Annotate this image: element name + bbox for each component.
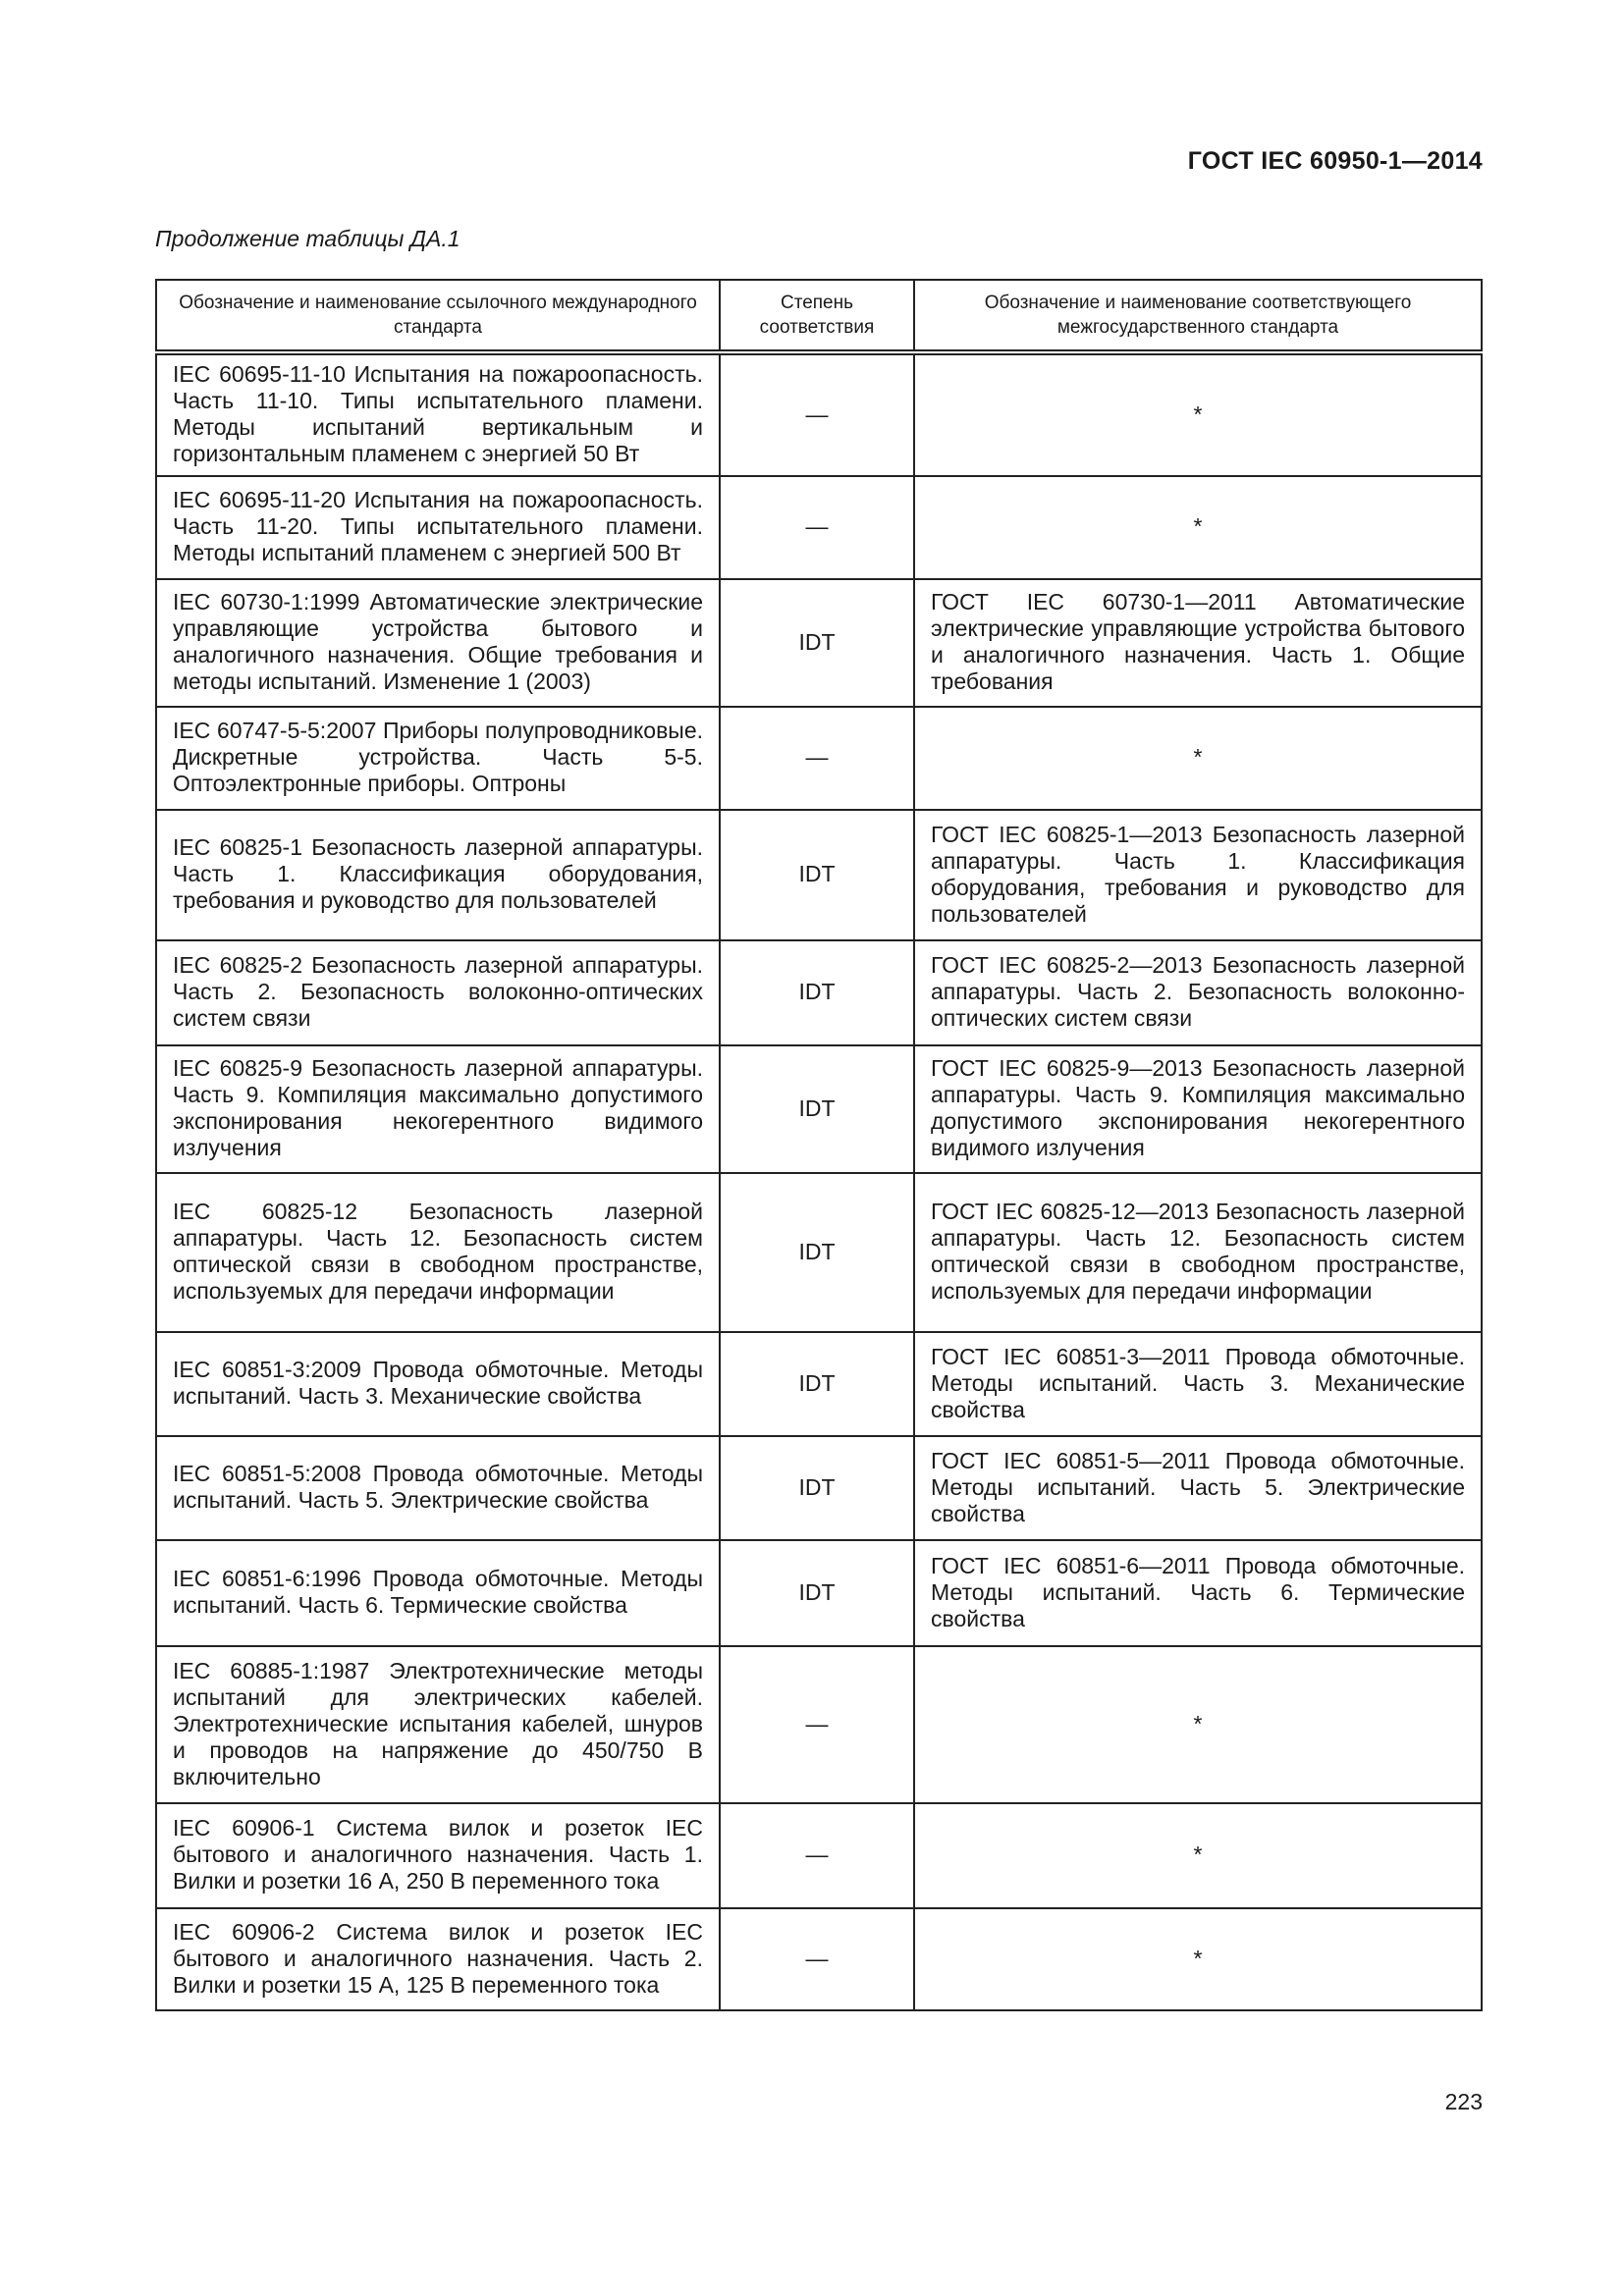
header-degree-of-compliance: Степень соответствия: [720, 280, 914, 352]
international-standard-cell: IEC 60825-2 Безопасность лазерной аппаратуры. Часть 2. Безопасность волоконно-оптических систем связи: [156, 940, 720, 1045]
interstate-standard-cell: *: [914, 1908, 1482, 2010]
table-row: [156, 1332, 1482, 1436]
international-standard-cell: IEC 60747-5-5:2007 Приборы полупроводниковые. Дискретные устройства. Часть 5-5. Оптоэлектронные приборы. Оптроны: [156, 707, 720, 810]
degree-cell: —: [720, 352, 914, 476]
international-standard-cell: IEC 60906-2 Система вилок и розеток IEC бытового и аналогичного назначения. Часть 2. Вилки и розетки 15 А, 125 В переменного тока: [156, 1908, 720, 2010]
international-standard-cell: IEC 60825-9 Безопасность лазерной аппаратуры. Часть 9. Компиляция максимально допустимого экспонирования некогерентного видимого излучения: [156, 1045, 720, 1173]
interstate-standard-cell: *: [914, 1803, 1482, 1908]
degree-cell: —: [720, 476, 914, 579]
interstate-standard-cell: ГОСТ IEC 60851-3—2011 Провода обмоточные. Методы испытаний. Часть 3. Механические свойства: [914, 1332, 1482, 1436]
international-standard-cell: IEC 60730-1:1999 Автоматические электрические управляющие устройства бытового и аналогичного назначения. Общие требования и методы испытаний. Изменение 1 (2003): [156, 579, 720, 707]
interstate-standard-cell: ГОСТ IEC 60825-1—2013 Безопасность лазерной аппаратуры. Часть 1. Классификация оборудования, требования и руководство для пользователей: [914, 810, 1482, 940]
international-standard-cell: IEC 60885-1:1987 Электротехнические методы испытаний для электрических кабелей. Электротехнические испытания кабелей, шнуров и проводов на напряжение до 450/750 В включительно: [156, 1646, 720, 1803]
degree-cell: —: [720, 1646, 914, 1803]
standards-table: [155, 279, 1483, 2011]
degree-cell: IDT: [720, 579, 914, 707]
degree-cell: —: [720, 707, 914, 810]
international-standard-cell: IEC 60851-5:2008 Провода обмоточные. Методы испытаний. Часть 5. Электрические свойства: [156, 1436, 720, 1540]
table-row: [156, 1646, 1482, 1803]
interstate-standard-cell: *: [914, 476, 1482, 579]
header-interstate-standard: Обозначение и наименование соответствующего межгосударственного стандарта: [914, 280, 1482, 352]
page-number: 223: [1444, 2089, 1483, 2114]
table-row: [156, 352, 1482, 476]
international-standard-cell: IEC 60825-1 Безопасность лазерной аппаратуры. Часть 1. Классификация оборудования, требования и руководство для пользователей: [156, 810, 720, 940]
degree-cell: IDT: [720, 1436, 914, 1540]
interstate-standard-cell: *: [914, 352, 1482, 476]
table-row: [156, 1540, 1482, 1646]
table-row: [156, 707, 1482, 810]
interstate-standard-cell: *: [914, 1646, 1482, 1803]
header-international-standard: Обозначение и наименование ссылочного международного стандарта: [156, 280, 720, 352]
interstate-standard-cell: ГОСТ IEC 60825-2—2013 Безопасность лазерной аппаратуры. Часть 2. Безопасность волоконно-оптических систем связи: [914, 940, 1482, 1045]
degree-cell: —: [720, 1908, 914, 2010]
degree-cell: IDT: [720, 1332, 914, 1436]
degree-cell: IDT: [720, 1173, 914, 1332]
interstate-standard-cell: ГОСТ IEC 60825-12—2013 Безопасность лазерной аппаратуры. Часть 12. Безопасность систем оптической связи в свободном пространстве, используемых для передачи информации: [914, 1173, 1482, 1332]
interstate-standard-cell: ГОСТ IEC 60730-1—2011 Автоматические электрические управляющие устройства бытового и аналогичного назначения. Часть 1. Общие требования: [914, 579, 1482, 707]
interstate-standard-cell: ГОСТ IEC 60825-9—2013 Безопасность лазерной аппаратуры. Часть 9. Компиляция максимально допустимого экспонирования некогерентного видимого излучения: [914, 1045, 1482, 1173]
international-standard-cell: IEC 60851-6:1996 Провода обмоточные. Методы испытаний. Часть 6. Термические свойства: [156, 1540, 720, 1646]
table-row: [156, 1173, 1482, 1332]
table-row: [156, 1436, 1482, 1540]
degree-cell: IDT: [720, 940, 914, 1045]
international-standard-cell: IEC 60906-1 Система вилок и розеток IEC бытового и аналогичного назначения. Часть 1. Вилки и розетки 16 А, 250 В переменного тока: [156, 1803, 720, 1908]
international-standard-cell: IEC 60825-12 Безопасность лазерной аппаратуры. Часть 12. Безопасность систем оптической связи в свободном пространстве, используемых для передачи информации: [156, 1173, 720, 1332]
international-standard-cell: IEC 60851-3:2009 Провода обмоточные. Методы испытаний. Часть 3. Механические свойства: [156, 1332, 720, 1436]
international-standard-cell: IEC 60695-11-10 Испытания на пожароопасность. Часть 11-10. Типы испытательного пламени. Методы испытаний вертикальным и горизонтальным пламенем с энергией 50 Вт: [156, 352, 720, 476]
degree-cell: —: [720, 1803, 914, 1908]
table-caption: Продолжение таблицы ДА.1: [155, 226, 460, 251]
interstate-standard-cell: ГОСТ IEC 60851-6—2011 Провода обмоточные. Методы испытаний. Часть 6. Термические свойства: [914, 1540, 1482, 1646]
interstate-standard-cell: *: [914, 707, 1482, 810]
table-row: [156, 579, 1482, 707]
table-row: [156, 1803, 1482, 1908]
table-row: [156, 940, 1482, 1045]
degree-cell: IDT: [720, 1045, 914, 1173]
table-row: [156, 1908, 1482, 2010]
document-code: ГОСТ IEC 60950-1—2014: [1187, 147, 1483, 175]
international-standard-cell: IEC 60695-11-20 Испытания на пожароопасность. Часть 11-20. Типы испытательного пламени. Методы испытаний пламенем с энергией 500 Вт: [156, 476, 720, 579]
table-row: [156, 810, 1482, 940]
table-row: [156, 476, 1482, 579]
table-row: [156, 1045, 1482, 1173]
degree-cell: IDT: [720, 1540, 914, 1646]
interstate-standard-cell: ГОСТ IEC 60851-5—2011 Провода обмоточные. Методы испытаний. Часть 5. Электрические свойства: [914, 1436, 1482, 1540]
degree-cell: IDT: [720, 810, 914, 940]
table-header-row: [156, 280, 1482, 352]
